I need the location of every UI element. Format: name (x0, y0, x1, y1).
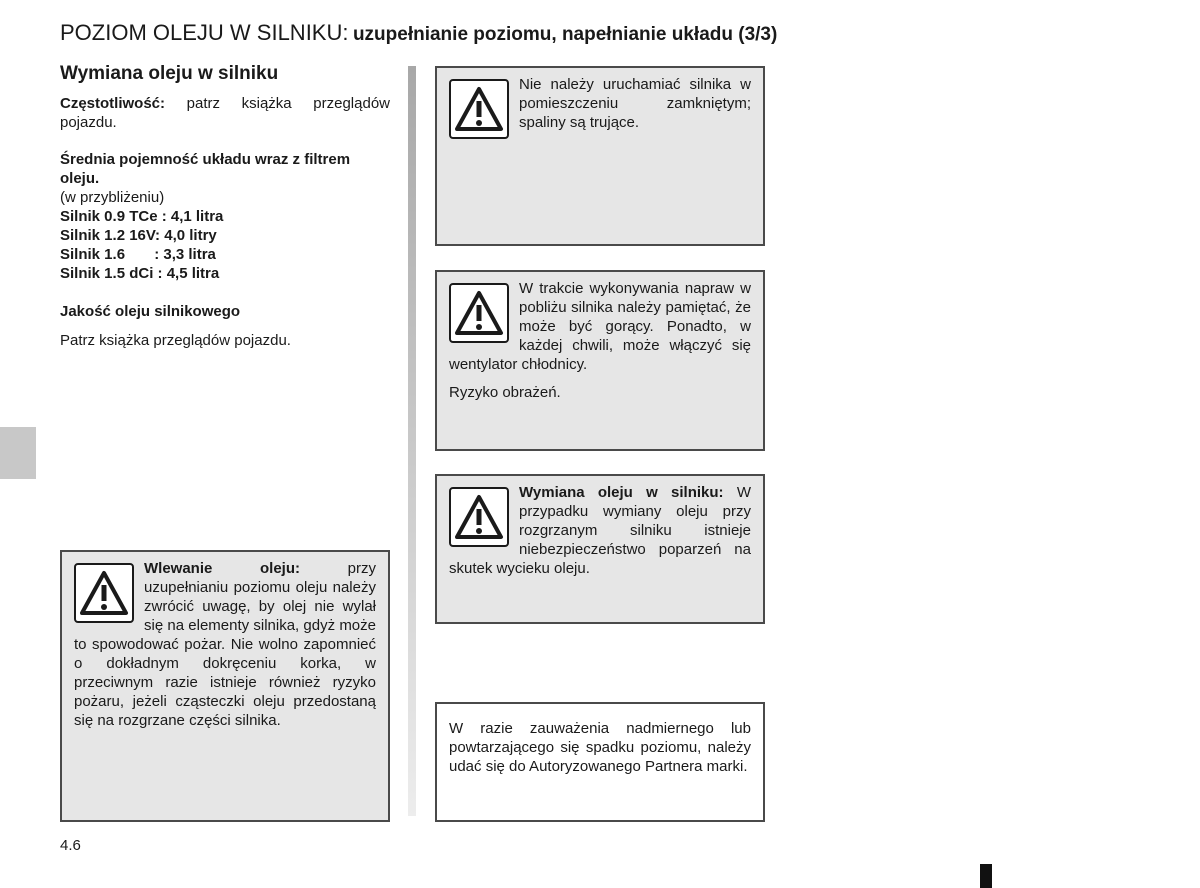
title-subtitle: uzupełnianie poziomu, napełnianie układu (3/3) (352, 24, 778, 45)
warning-box-oil-change (435, 474, 765, 624)
column-divider (408, 66, 416, 816)
oil-change-body: W przypadku wymiany oleju przy rozgrzanym silniku istnieje niebezpieczeństwo poparzeń na skutek wycieku oleju. (449, 484, 751, 577)
corner-mark (980, 864, 992, 888)
warning-box-hot-engine (435, 270, 765, 451)
engine-capacity-1: Silnik 0.9 TCe : 4,1 litra (60, 208, 224, 225)
capacity-note: (w przybliżeniu) (60, 189, 165, 206)
enclosed-space-text: Nie należy uruchamiać silnika w pomieszczeniu zamkniętym; spaliny są trujące. (519, 76, 751, 131)
page-title (60, 20, 777, 46)
engine-capacity-3: Silnik 1.6 : 3,3 litra (60, 246, 216, 263)
warning-box-enclosed-space (435, 66, 765, 246)
quality-text: Patrz książka przeglądów pojazdu. (60, 332, 291, 349)
chapter-tab (0, 427, 36, 479)
note-text: W razie zauważenia nadmiernego lub powtarzającego się spadku poziomu, należy udać się do Autoryzowanego Partnera marki. (449, 720, 751, 775)
section-heading: Wymiana oleju w silniku (60, 63, 279, 84)
pouring-oil-body: przy uzupełnianiu poziomu oleju należy zwrócić uwagę, by olej nie wylał się na elementy silnika, gdyż może to spowodować pożar. Nie wolno zapomnieć o dokładnym dokręceniu korka, w przeciwnym razie istnieje również ryzyko pożaru, jeżeli cząsteczki oleju przedostaną się na rozgrzane części silnika. (74, 560, 376, 729)
quality-heading: Jakość oleju silnikowego (60, 303, 241, 320)
page-number: 4.6 (60, 837, 81, 854)
warning-triangle-icon (74, 563, 134, 623)
warning-box-pouring-oil (60, 550, 390, 822)
capacity-heading: Średnia pojemność układu wraz z filtrem oleju. (60, 151, 351, 187)
warning-triangle-icon (449, 487, 509, 547)
left-column-text (60, 94, 390, 350)
title-main: POZIOM OLEJU W SILNIKU: (60, 20, 349, 45)
oil-change-label: Wymiana oleju w silniku: (519, 484, 724, 501)
warning-triangle-icon (449, 79, 509, 139)
hot-engine-risk: Ryzyko obrażeń. (449, 384, 561, 401)
hot-engine-text: W trakcie wykonywania napraw w pobliżu silnika należy pamiętać, że może być gorący. Ponadto, w każdej chwili, może włączyć się wentylator chłodnicy. (449, 280, 751, 373)
engine-capacity-2: Silnik 1.2 16V: 4,0 litry (60, 227, 217, 244)
note-box (435, 702, 765, 822)
warning-triangle-icon (449, 283, 509, 343)
frequency-paragraph (60, 94, 390, 132)
frequency-text: patrz książka przeglądów pojazdu. (60, 95, 390, 131)
frequency-label: Częstotliwość: (60, 95, 166, 112)
engine-capacity-4: Silnik 1.5 dCi : 4,5 litra (60, 265, 220, 282)
pouring-oil-label: Wlewanie oleju: (144, 560, 300, 577)
